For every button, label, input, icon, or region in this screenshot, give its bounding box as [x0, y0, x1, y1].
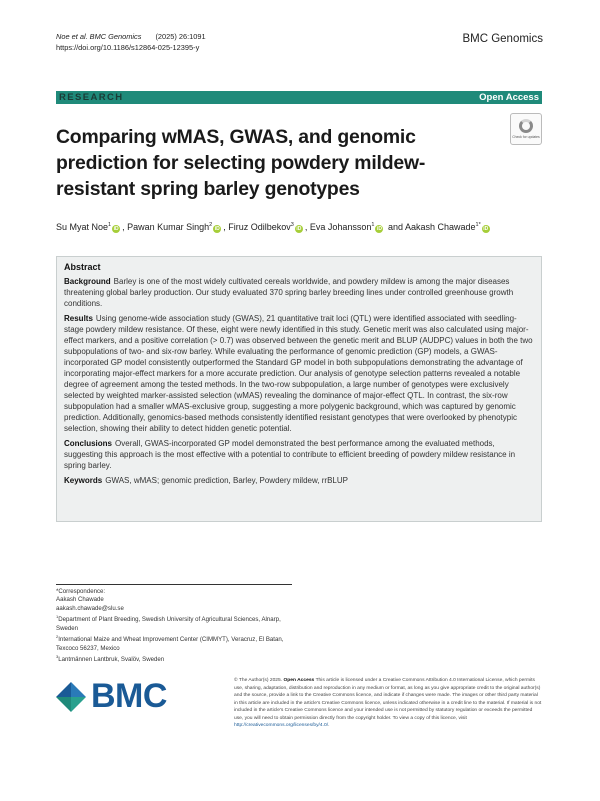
author-name[interactable]: Pawan Kumar Singh: [127, 222, 210, 232]
author-separator: ,: [304, 222, 310, 232]
author-affiliation: 1*: [475, 222, 481, 228]
author-list: [56, 222, 492, 233]
correspondence-email[interactable]: aakash.chawade@slu.se: [56, 604, 124, 612]
correspondence-block: [56, 588, 296, 664]
author-affiliation: 1: [108, 222, 112, 228]
results-label: Results: [64, 314, 93, 323]
correspondence-label: *Correspondence:: [56, 588, 106, 595]
author-name[interactable]: Aakash Chawade: [404, 222, 476, 232]
author-name[interactable]: Su Myat Noe: [56, 222, 109, 232]
abstract-results: [64, 313, 534, 434]
affiliation-number: 1: [56, 614, 59, 620]
author-affiliation: 2: [209, 222, 213, 228]
author-name[interactable]: Eva Johansson: [309, 222, 372, 232]
journal-name: BMC Genomics: [462, 33, 543, 45]
footnote-divider: [56, 584, 292, 585]
check-for-updates-badge[interactable]: [510, 113, 542, 145]
header-doi-link[interactable]: https://doi.org/10.1186/s12864-025-12395-y: [56, 43, 200, 52]
license-body: This article is licensed under a Creative Commons Attribution 4.0 International License, which permits use, sharing, adaptation, distribution and reproduction in any medium or format, as long as you give appropriate credit to the original author(s) and the source, provide a link to the Creative Commons licence, and indicate if changes were made. The images or other third party material in this article are included in the article's Creative Commons licence, unless indicated otherwise in a credit line to the material. If material is not included in the article's Creative Commons licence and your intended use is not permitted by statutory regulation or exceeds the permitted use, you will need to obtain permission directly from the copyright holder. To view a copy of this licence, visit: [234, 678, 542, 721]
author-affiliation: 3: [290, 222, 294, 228]
affiliation-number: 3: [56, 653, 59, 659]
background-text: Barley is one of the most widely cultivated cereals worldwide, and powdery mildew is among the major diseases threatening global barley production. Our study evaluated 370 spring barley breeding lines under controlled greenhouse growth conditions.: [64, 277, 514, 308]
affiliation-text: Lantmännen Lantbruk, Svalöv, Sweden: [58, 655, 165, 663]
orcid-icon[interactable]: iD: [214, 226, 220, 232]
abstract-background: [64, 276, 534, 309]
author-separator: ,: [223, 222, 229, 232]
header-year-volume: (2025) 26:1091: [155, 32, 206, 41]
orcid-icon[interactable]: iD: [483, 226, 489, 232]
author-separator: ,: [122, 222, 128, 232]
abstract-conclusions: [64, 438, 534, 471]
orcid-icon[interactable]: iD: [113, 226, 119, 232]
orcid-icon[interactable]: iD: [376, 226, 382, 232]
article-title: Comparing wMAS, GWAS, and genomic prediction for selecting powdery mildew-resistant spring barley genotypes: [56, 126, 426, 200]
article-type-ribbon: [56, 91, 542, 104]
background-label: Background: [64, 277, 111, 286]
bmc-logo-text: BMC: [91, 677, 167, 715]
abstract-box: [56, 256, 542, 522]
affiliation-text: International Maize and Wheat Improvement Center (CIMMYT), Veracruz, El Batan, Texcoco 56237, Mexico: [56, 636, 284, 652]
abstract-heading: Abstract: [64, 262, 101, 272]
running-header: [56, 31, 206, 53]
abstract-keywords: [64, 475, 534, 486]
correspondence-name: Aakash Chawade: [56, 596, 104, 604]
license-text: [234, 677, 542, 730]
license-suffix: .: [328, 723, 330, 728]
license-prefix: © The Author(s) 2025.: [234, 678, 283, 683]
conclusions-text: Overall, GWAS-incorporated GP model demonstrated the best performance among the evaluated methods, suggesting this approach is the most effective with a potential to contribute to efficient breeding of powdery mildew resistance in spring barley.: [64, 439, 516, 470]
results-text: Using genome-wide association study (GWAS), 21 quantitative trait loci (QTL) were identified associated with seedling-stage powdery mildew resistance. Of these, eight were newly identified in this study. Genetic merit was also calculated using major-effect markers, and a positive correlation (> 0.7) was observed between the genetic merit and BLUP (AUDPC) values in both the two subpopulations of two- and six-row barley. While evaluating the performance of genomic prediction (GP) models, a GWAS-incorporated GP model consistently outperformed the Standard GP model in both subpopulations demonstrating the advantage of incorporating major-effect markers for a more accurate prediction. Our analysis of genotype selection patterns revealed a notable degree of agreement among the tested methods. In the two-row subpopulation, a large number of genotypes were exclusively selected by weighted marker-assisted selection (wMAS) revealing the dominance of major-effect QTL. In contrast, the six-row subpopulation had a smaller wMAS-exclusive group, suggesting a more polygenic background, which was captured by genomic prediction. Additionally, genomics-based methods consistently identified resistant genotypes that were overlooked by phenotypic selection, showing their ability to detect hidden genetic potential.: [64, 314, 533, 433]
check-for-updates-icon: [519, 119, 533, 133]
affiliation-item: [56, 633, 296, 653]
check-for-updates-label: Check for updates: [512, 135, 540, 139]
affiliation-item: [56, 613, 296, 633]
open-access-label: Open Access: [479, 92, 539, 103]
affiliation-text: Department of Plant Breeding, Swedish University of Agricultural Sciences, Alnarp, Sweden: [56, 616, 281, 632]
license-link[interactable]: http://creativecommons.org/licenses/by/4.0/: [234, 723, 329, 728]
affiliation-number: 2: [56, 634, 59, 640]
bmc-logo: [56, 677, 167, 716]
author-affiliation: 1: [371, 222, 375, 228]
orcid-icon[interactable]: iD: [296, 226, 302, 232]
article-type-label: RESEARCH: [59, 92, 124, 103]
conclusions-label: Conclusions: [64, 439, 113, 448]
affiliation-item: [56, 653, 296, 664]
author-separator: and: [385, 222, 405, 232]
bmc-logo-icon: [56, 682, 86, 712]
license-open-access: Open Access: [283, 678, 315, 683]
keywords-label: Keywords: [64, 476, 103, 485]
keywords-text: GWAS, wMAS; genomic prediction, Barley, Powdery mildew, rrBLUP: [105, 476, 348, 485]
header-authors: Noe et al. BMC Genomics: [56, 32, 142, 41]
author-name[interactable]: Firuz Odilbekov: [228, 222, 291, 232]
